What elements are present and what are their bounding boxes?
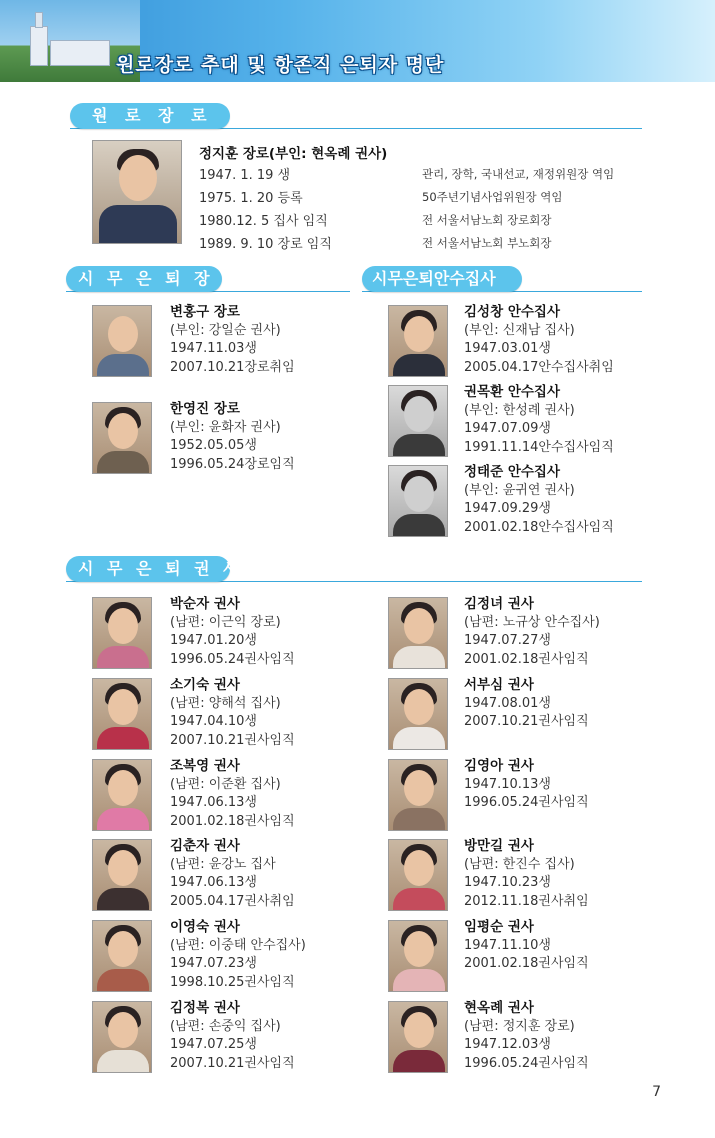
header-banner	[0, 0, 715, 82]
section-retired-deacons	[362, 266, 642, 292]
person-name: 한영진 장로	[170, 401, 240, 417]
person-detail: 1947.06.13생	[170, 875, 257, 890]
person-name: 임평순 권사	[464, 919, 534, 935]
section-title: 시 무 은 퇴 권 사	[66, 556, 230, 582]
list-item	[170, 837, 295, 911]
person-detail: 2005.04.17권사취임	[170, 893, 295, 909]
section-title: 시 무 은 퇴 장 로	[66, 266, 222, 292]
list-item	[464, 918, 589, 974]
page-number: 7	[652, 1084, 661, 1100]
list-item	[464, 595, 600, 669]
person-detail: 1947.07.25생	[170, 1037, 257, 1052]
person-detail: (남편: 윤강노 집사	[170, 856, 276, 872]
person-photo	[388, 305, 448, 377]
person-detail: 1991.11.14안수집사임직	[464, 439, 614, 455]
person-detail: (남편: 양해석 집사)	[170, 695, 281, 711]
section-retired-kwonsa	[66, 556, 642, 582]
list-item	[464, 837, 589, 911]
person-detail: (부인: 윤화자 권사)	[170, 419, 281, 435]
person-detail: 1947.08.01생	[464, 695, 551, 711]
person-detail: (부인: 윤귀연 권사)	[464, 482, 575, 498]
person-photo	[388, 759, 448, 831]
person-name: 김춘자 권사	[170, 838, 240, 854]
person-detail: 2001.02.18안수집사임직	[464, 519, 614, 535]
person-photo	[92, 597, 152, 669]
list-item	[464, 383, 614, 457]
section-retired-elders	[66, 266, 350, 292]
person-detail: (남편: 노규상 안수집사)	[464, 614, 600, 630]
list-item	[464, 463, 614, 537]
elder-role: 전 서울서남노회 부노회장	[422, 236, 552, 250]
person-detail: (남편: 정지훈 장로)	[464, 1018, 575, 1034]
person-detail: 2007.10.21장로취임	[170, 359, 295, 375]
person-detail: 1947.06.13생	[170, 795, 257, 810]
list-item	[170, 757, 295, 831]
list-item	[464, 676, 589, 732]
person-detail: 1947.07.09생	[464, 421, 551, 436]
person-detail: 1947.10.23생	[464, 875, 551, 890]
person-name: 조복영 권사	[170, 758, 240, 774]
person-detail: (남편: 이근익 장로)	[170, 614, 281, 630]
person-detail: (부인: 신재남 집사)	[464, 322, 575, 338]
elder-photo	[92, 140, 182, 244]
person-detail: (부인: 강일순 권사)	[170, 322, 281, 338]
person-photo	[92, 305, 152, 377]
elder-role: 관리, 장학, 국내선교, 재정위원장 역임	[422, 167, 615, 181]
person-name: 정태준 안수집사	[464, 464, 560, 480]
person-name: 김정녀 권사	[464, 596, 534, 612]
person-name: 서부심 권사	[464, 677, 534, 693]
person-name: 박순자 권사	[170, 596, 240, 612]
person-detail: 1947.01.20생	[170, 633, 257, 648]
elder-event: 1980.12. 5 집사 임직	[199, 214, 328, 229]
person-name: 김성창 안수집사	[464, 304, 560, 320]
person-photo	[388, 839, 448, 911]
person-detail: 1947.07.23생	[170, 956, 257, 971]
person-detail: (남편: 손중익 집사)	[170, 1018, 281, 1034]
person-detail: 1947.03.01생	[464, 341, 551, 356]
list-item	[464, 757, 589, 813]
elder-name: 정지훈 장로(부인: 현옥례 권사)	[199, 146, 388, 162]
person-detail: 1947.09.29생	[464, 501, 551, 516]
person-photo	[388, 597, 448, 669]
person-detail: 2007.10.21권사임직	[170, 1055, 295, 1071]
person-detail: (남편: 이준환 집사)	[170, 776, 281, 792]
page-title: 원로장로 추대 및 항존직 은퇴자 명단	[116, 54, 445, 76]
person-detail: 2007.10.21권사임직	[464, 714, 589, 729]
person-photo	[92, 1001, 152, 1073]
list-item	[170, 595, 295, 669]
list-item	[464, 303, 614, 377]
person-detail: 1996.05.24권사임직	[170, 651, 295, 667]
person-photo	[388, 1001, 448, 1073]
person-detail: 2001.02.18권사임직	[464, 651, 589, 667]
person-detail: 1996.05.24권사임직	[464, 795, 589, 810]
person-name: 이영숙 권사	[170, 919, 240, 935]
elder-event: 1989. 9. 10 장로 임직	[199, 237, 332, 252]
person-detail: 1998.10.25권사임직	[170, 974, 295, 990]
person-detail: 2007.10.21권사임직	[170, 732, 295, 748]
person-name: 권목환 안수집사	[464, 384, 560, 400]
person-photo	[92, 839, 152, 911]
elder-role: 전 서울서남노회 장로회장	[422, 213, 552, 227]
person-name: 현옥례 권사	[464, 1000, 534, 1016]
person-detail: 1952.05.05생	[170, 438, 257, 453]
person-photo	[92, 920, 152, 992]
person-photo	[388, 385, 448, 457]
list-item	[464, 999, 589, 1073]
person-detail: 2001.02.18권사임직	[170, 813, 295, 829]
person-photo	[388, 678, 448, 750]
person-detail: 1947.04.10생	[170, 714, 257, 729]
person-photo	[388, 920, 448, 992]
elder-event: 1975. 1. 20 등록	[199, 191, 303, 206]
person-detail: (부인: 한성례 권사)	[464, 402, 575, 418]
person-detail: 1996.05.24권사임직	[464, 1055, 589, 1071]
person-photo	[92, 402, 152, 474]
person-detail: 1947.12.03생	[464, 1037, 551, 1052]
person-photo	[92, 759, 152, 831]
section-title: 원 로 장 로	[70, 103, 230, 129]
person-photo	[388, 465, 448, 537]
person-detail: 1947.11.10생	[464, 937, 551, 953]
list-item	[170, 676, 295, 750]
person-detail: 1996.05.24장로임직	[170, 456, 295, 472]
person-detail: (남편: 한진수 집사)	[464, 856, 575, 872]
list-item	[170, 303, 295, 377]
list-item	[170, 400, 295, 474]
person-detail: 2005.04.17안수집사취임	[464, 359, 614, 375]
section-title: 시무은퇴안수집사	[362, 266, 522, 292]
person-detail: 1947.11.03생	[170, 341, 257, 356]
elder-event: 1947. 1. 19 생	[199, 168, 291, 183]
person-name: 방만길 권사	[464, 838, 534, 854]
person-name: 김영아 권사	[464, 758, 534, 774]
person-name: 변홍구 장로	[170, 304, 240, 320]
person-name: 김정복 권사	[170, 1000, 240, 1016]
person-name: 소기숙 권사	[170, 677, 240, 693]
person-photo	[92, 678, 152, 750]
person-detail: (남편: 이중태 안수집사)	[170, 937, 306, 953]
elder-role: 50주년기념사업위원장 역임	[422, 190, 563, 204]
person-detail: 1947.07.27생	[464, 633, 551, 648]
person-detail: 2012.11.18권사취임	[464, 893, 589, 909]
section-elder-emeritus	[70, 103, 642, 129]
list-item	[170, 999, 295, 1073]
person-detail: 2001.02.18권사임직	[464, 956, 589, 971]
list-item	[170, 918, 306, 992]
person-detail: 1947.10.13생	[464, 776, 551, 792]
